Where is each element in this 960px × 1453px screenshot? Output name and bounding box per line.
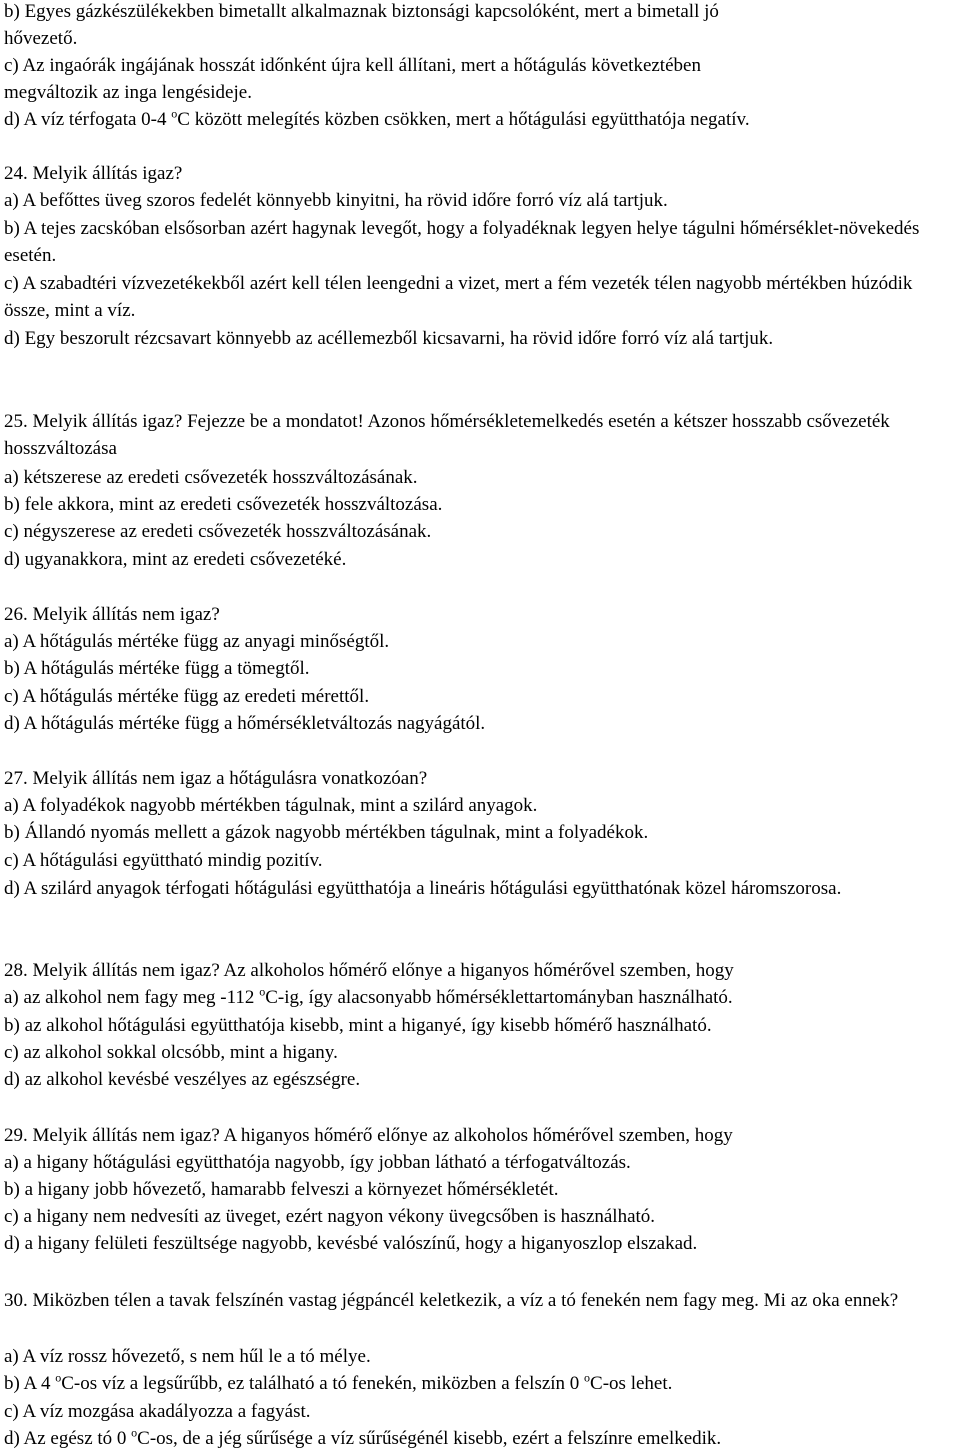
option-30-d: d) Az egész tó 0 $^o$C-os, de a jég sűrűsége a víz sűrűségénél kisebb, ezért a felszínre emelkedik. — [4, 1425, 722, 1449]
question-26-title: 26. Melyik állítás nem igaz? — [4, 604, 220, 625]
option-27-a: a) A folyadékok nagyobb mértékben tágulnak, mint a szilárd anyagok. — [4, 795, 538, 816]
question-27-title: 27. Melyik állítás nem igaz a hőtágulásra vonatkozóan? — [4, 768, 428, 789]
option-26-a: a) A hőtágulás mértéke függ az anyagi minőségtől. — [4, 631, 390, 652]
question-30-title: 30. Miközben télen a tavak felszínén vastag jégpáncél keletkezik, a víz a tó fenekén nem fagy meg. Mi az oka ennek? — [4, 1290, 899, 1311]
option-29-a: a) a higany hőtágulási együtthatója nagyobb, így jobban látható a térfogatváltozás. — [4, 1152, 631, 1173]
question-25-title: 25. Melyik állítás igaz? Fejezze be a mondatot! Azonos hőmérsékletemelkedés esetén a kétszer hosszabb csővezeték hosszváltozása — [4, 411, 890, 459]
option-23-b-line-2: hővezető. — [4, 28, 78, 49]
option-26-b: b) A hőtágulás mértéke függ a tömegtől. — [4, 658, 310, 679]
option-26-d: d) A hőtágulás mértéke függ a hőmérsékletváltozás nagyágától. — [4, 713, 486, 734]
option-24-d: d) Egy beszorult rézcsavart könnyebb az acéllemezből kicsavarni, ha rövid időre forró víz alá tartjuk. — [4, 328, 774, 349]
option-25-a: a) kétszerese az eredeti csővezeték hosszváltozásának. — [4, 467, 418, 488]
option-24-a: a) A befőttes üveg szoros fedelét könnyebb kinyitni, ha rövid időre forró víz alá tartjuk. — [4, 190, 668, 211]
option-24-b: b) A tejes zacskóban elsősorban azért hagynak levegőt, hogy a folyadéknak legyen helye tágulni hőmérséklet-növekedés esetén. — [4, 218, 920, 266]
option-24-c: c) A szabadtéri vízvezetékekből azért kell télen leengedni a vizet, mert a fém vezeték télen nagyobb mértékben húzódik össze, mint a víz. — [4, 273, 913, 321]
option-23-b-line-1: b) Egyes gázkészülékekben bimetallt alkalmaznak biztonsági kapcsolóként, mert a bimetall jó — [4, 1, 719, 22]
option-30-c: c) A víz mozgása akadályozza a fagyást. — [4, 1401, 311, 1422]
option-23-d: d) A víz térfogata 0-4 $^o$C között melegítés közben csökken, mert a hőtágulási együtthatója negatív. — [4, 106, 750, 130]
option-27-c: c) A hőtágulási együttható mindig pozitív. — [4, 850, 323, 871]
question-28-title: 28. Melyik állítás nem igaz? Az alkoholos hőmérő előnye a higanyos hőmérővel szemben, hogy — [4, 960, 734, 981]
option-25-c: c) négyszerese az eredeti csővezeték hosszváltozásának. — [4, 521, 432, 542]
question-29-title: 29. Melyik állítás nem igaz? A higanyos hőmérő előnye az alkoholos hőmérővel szemben, hogy — [4, 1125, 733, 1146]
option-28-a: a) az alkohol nem fagy meg -112 $^o$C-ig, így alacsonyabb hőmérséklettartományban használható. — [4, 984, 733, 1008]
option-25-d: d) ugyanakkora, mint az eredeti csővezetéké. — [4, 549, 347, 570]
option-23-c-line-2: megváltozik az inga lengésideje. — [4, 82, 252, 103]
option-27-b: b) Állandó nyomás mellett a gázok nagyobb mértékben tágulnak, mint a folyadékok. — [4, 822, 649, 843]
option-30-a: a) A víz rossz hővezető, s nem hűl le a tó mélye. — [4, 1346, 371, 1367]
option-28-d: d) az alkohol kevésbé veszélyes az egészségre. — [4, 1069, 361, 1090]
option-29-b: b) a higany jobb hővezető, hamarabb felveszi a környezet hőmérsékletét. — [4, 1179, 559, 1200]
option-27-d: d) A szilárd anyagok térfogati hőtágulási együtthatója a lineáris hőtágulási együtthatónak közel háromszorosa. — [4, 878, 842, 899]
option-28-b: b) az alkohol hőtágulási együtthatója kisebb, mint a higanyé, így kisebb hőmérő használható. — [4, 1015, 712, 1036]
option-26-c: c) A hőtágulás mértéke függ az eredeti mérettől. — [4, 686, 370, 707]
option-29-c: c) a higany nem nedvesíti az üveget, ezért nagyon vékony üvegcsőben is használható. — [4, 1206, 656, 1227]
option-30-b: b) A 4 $^o$C-os víz a legsűrűbb, ez található a tó fenekén, miközben a felszín 0 $^o$C-os lehet. — [4, 1370, 673, 1394]
option-29-d: d) a higany felületi feszültsége nagyobb, kevésbé valószínű, hogy a higanyoszlop elszakad. — [4, 1233, 698, 1254]
option-23-c-line-1: c) Az ingaórák ingájának hosszát időnként újra kell állítani, mert a hőtágulás következtében — [4, 55, 701, 76]
question-24-title: 24. Melyik állítás igaz? — [4, 163, 183, 184]
option-25-b: b) fele akkora, mint az eredeti csővezeték hosszváltozása. — [4, 494, 443, 515]
option-28-c: c) az alkohol sokkal olcsóbb, mint a higany. — [4, 1042, 338, 1063]
